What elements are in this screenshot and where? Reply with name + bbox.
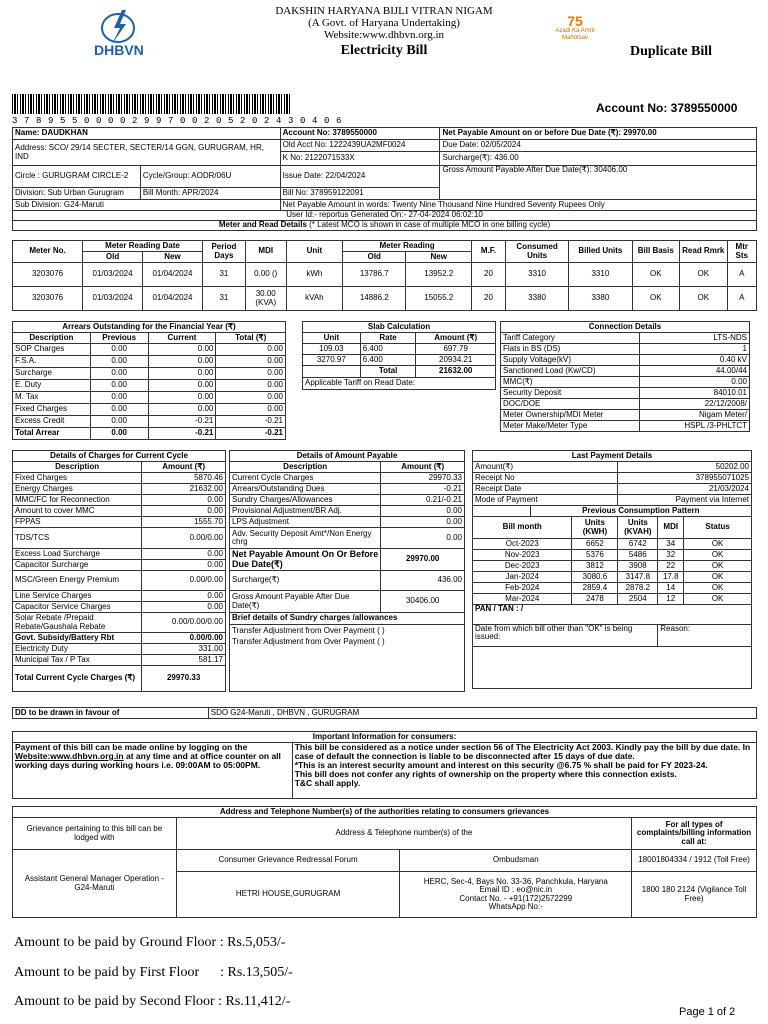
dd-value: SDO G24-Maruti , DHBVN , GURUGRAM — [208, 708, 756, 719]
cell: OK — [680, 263, 727, 287]
cell: 3812 — [572, 561, 618, 572]
arrears-table — [12, 321, 286, 440]
cell: 34 — [658, 539, 684, 550]
cell: Current Cycle Charges — [230, 473, 381, 484]
account-number-header: Account No: 3789550000 — [596, 101, 738, 115]
issue-date: Issue Date: 22/04/2024 — [280, 166, 440, 188]
user-id: User Id:- reportus Generated On:- 27-04-2024 06:02:10 — [13, 211, 757, 221]
slab-title: Slab Calculation — [303, 322, 496, 333]
cell: Govt. Subsidy/Battery Rbt — [13, 633, 142, 644]
cell: 3147.8 — [618, 572, 658, 583]
cell: 0.00 — [148, 404, 216, 416]
cell: LTS-NDS — [640, 333, 750, 344]
th-mdi: MDI — [245, 241, 286, 263]
cell: Provisional Adjustment/BR Adj. — [230, 506, 381, 517]
th-amount: Amount (₹) — [142, 462, 226, 473]
cell: 0.00 — [90, 380, 148, 392]
th-description: Description — [230, 462, 381, 473]
cell: Receipt No — [473, 473, 618, 484]
current-charges-table — [12, 450, 226, 692]
org-sub: (A Govt. of Haryana Undertaking) — [308, 17, 460, 29]
cell: M. Tax — [13, 392, 91, 404]
cell: 0.00 — [142, 549, 226, 560]
th-meter-reading: Meter Reading — [343, 241, 472, 252]
th-bill-month: Bill month — [473, 517, 572, 539]
complaints-header: For all types of complaints/billing information call at: — [632, 818, 757, 850]
cell: OK — [632, 263, 679, 287]
online-payment-info: Payment of this bill can be made online by logging on the Website:www.dhbvn.org.in at any time and at office counter on all working days during working hours i.e. 09:00AM to 05:00PM. — [13, 743, 293, 799]
cell: 0.21/-0.21 — [381, 495, 465, 506]
cell: 0.00 — [148, 356, 216, 368]
cell: Total Current Cycle Charges (₹) — [13, 666, 142, 692]
cell: F.S.A. — [13, 356, 91, 368]
grievance-title: Address and Telephone Number(s) of the authorities relating to consumers grievances — [13, 807, 757, 818]
cell: 0.00 — [216, 404, 286, 416]
cell: OK — [684, 594, 752, 605]
cell: 01/03/2024 — [83, 263, 143, 287]
th-description: Description — [13, 333, 91, 344]
cell: Meter Ownership/MDI Meter — [501, 410, 640, 421]
cell: MMC/FC for Reconnection — [13, 495, 142, 506]
cell: Oct-2023 — [473, 539, 572, 550]
cell: 0.00 — [90, 368, 148, 380]
org-website: Website:www.dhbvn.org.in — [323, 29, 445, 41]
cell: 21632.00 — [142, 484, 226, 495]
cell: 0.00 () — [245, 263, 286, 287]
table-row — [473, 550, 752, 561]
cell: 3270.97 — [303, 355, 361, 366]
cell: Tariff Category — [501, 333, 640, 344]
slab-total-label: Total — [360, 366, 416, 378]
table-row — [473, 572, 752, 583]
cell: 0.00 — [216, 356, 286, 368]
cell: 22/12/2008/ — [640, 399, 750, 410]
table-row — [473, 594, 752, 605]
grievance-table — [12, 806, 757, 918]
cell: 0.00 — [90, 356, 148, 368]
cell: Arrears/Outstanding Dues — [230, 484, 381, 495]
cell: 22 — [658, 561, 684, 572]
cell: 17.8 — [658, 572, 684, 583]
cell: 378955071025 — [618, 473, 752, 484]
cell: Surcharge — [13, 368, 91, 380]
logo-text: DHBVN — [94, 42, 144, 58]
cell: Capacitor Surcharge — [13, 560, 142, 571]
surcharge: Surcharge(₹): 436.00 — [440, 152, 757, 166]
th-billed: Billed Units — [569, 241, 632, 263]
th-reading-new: New — [406, 252, 472, 263]
th-meter-no: Meter No. — [13, 241, 83, 263]
ground-floor-amount: Amount to be paid by Ground Floor : Rs.5,053/- — [14, 935, 286, 950]
cell: 0.00/0.00/0.00 — [142, 613, 226, 633]
cell: 29970.33 — [142, 666, 226, 692]
cell: Receipt Date — [473, 484, 618, 495]
amount-payable-table — [229, 450, 465, 692]
legal-notice — [292, 743, 756, 799]
cell: 6742 — [618, 539, 658, 550]
notice-line: This bill does not confer any rights of ownership on the property where this connection exists. — [294, 768, 677, 779]
cell: kVAh — [286, 287, 343, 311]
dd-label: DD to be drawn in favour of — [13, 708, 209, 719]
cell: 0.00 — [216, 368, 286, 380]
cell: Capacitor Service Charges — [13, 602, 142, 613]
consumption-pattern-title: Previous Consumption Pattern — [530, 506, 751, 517]
cell: 3203076 — [13, 263, 83, 287]
cell: 5486 — [618, 550, 658, 561]
cell: 13952.2 — [406, 263, 472, 287]
cell: Fixed Charges — [13, 404, 91, 416]
cell: Security Deposit — [501, 388, 640, 399]
cell: Supply Voltage(kV) — [501, 355, 640, 366]
cell: 581.17 — [142, 655, 226, 666]
cell: 6652 — [572, 539, 618, 550]
cell: 2878.2 — [618, 583, 658, 594]
sundry-line: Transfer Adjustment from Over Payment ( ) — [230, 637, 465, 649]
cell: 5870.46 — [142, 473, 226, 484]
notice-line: T&C shall apply. — [294, 777, 361, 788]
th-mtr-sts: Mtr Sts — [727, 241, 756, 263]
cell: Solar Rebate /Prepaid Rebate/Gaushala Rebate — [13, 613, 142, 633]
cell: 436.00 — [381, 571, 465, 591]
th-bill-basis: Bill Basis — [632, 241, 679, 263]
cell: Adv. Security Deposit Amt*/Non Energy chrg — [230, 528, 381, 549]
cell: Line Service Charges — [13, 591, 142, 602]
cell: -0.21 — [216, 416, 286, 428]
cell: -0.21 — [148, 416, 216, 428]
cell: Electricity Duty — [13, 644, 142, 655]
meter-table — [12, 240, 757, 311]
cell: 0.00 — [640, 377, 750, 388]
cell: 0.00/0.00 — [142, 633, 226, 644]
th-date-new: New — [143, 252, 203, 263]
bill-number: Bill No: 378959122091 — [280, 188, 440, 200]
cell: MMC(₹) — [501, 377, 640, 388]
gross-amount: Gross Amount Payable After Due Date(₹): 30406.00 — [440, 166, 757, 200]
cell: 331.00 — [142, 644, 226, 655]
table-row — [13, 287, 757, 311]
cell: 32 — [658, 550, 684, 561]
cell: Amount to cover MMC — [13, 506, 142, 517]
meter-details-title: Meter and Read Details (* Latest MCO is shown in case of multiple MCO in one billing cycle) — [13, 221, 757, 231]
cell: OK — [632, 287, 679, 311]
th-units-kvah: Units (KVAH) — [618, 517, 658, 539]
cell: OK — [684, 539, 752, 550]
cell: 1 — [640, 344, 750, 355]
cell: SOP Charges — [13, 344, 91, 356]
cell: 14 — [658, 583, 684, 594]
cell: Meter Make/Meter Type — [501, 421, 640, 432]
th-units-kwh: Units (KWH) — [572, 517, 618, 539]
cell: Mar-2024 — [473, 594, 572, 605]
cell: 14886.2 — [343, 287, 406, 311]
th-amount: Amount (₹) — [381, 462, 465, 473]
slab-total: 21632.00 — [416, 366, 496, 378]
cell: Payment via Internet — [618, 495, 752, 506]
cell: 29970.00 — [381, 549, 465, 571]
cell: 0.00 — [381, 506, 465, 517]
th-previous: Previous — [90, 333, 148, 344]
cell: 0.00 — [142, 591, 226, 602]
th-reading-old: Old — [343, 252, 406, 263]
th-total: Total (₹) — [216, 333, 286, 344]
cell: 0.00 — [142, 495, 226, 506]
cell: Nov-2023 — [473, 550, 572, 561]
cell: 3203076 — [13, 287, 83, 311]
cell: 44.00/44 — [640, 366, 750, 377]
last-payment-title: Last Payment Details — [473, 451, 752, 462]
table-row — [473, 583, 752, 594]
cell: 3080.6 — [572, 572, 618, 583]
cell: 3310 — [569, 263, 632, 287]
cell: -0.21 — [381, 484, 465, 495]
th-consumed: Consumed Units — [505, 241, 568, 263]
cell: OK — [684, 550, 752, 561]
cell: 0.00 — [148, 344, 216, 356]
important-info-table — [12, 731, 757, 799]
cell: -0.21 — [148, 428, 216, 440]
cell: Municipal Tax / P Tax — [13, 655, 142, 666]
cell: TDS/TCS — [13, 528, 142, 549]
circle: Circle : GURUGRAM CIRCLE-2 — [13, 166, 141, 188]
th-reading-date: Meter Reading Date — [83, 241, 203, 252]
cell: 01/04/2024 — [143, 287, 203, 311]
cell: OK — [684, 572, 752, 583]
cell: 0.00 — [90, 428, 148, 440]
slab-table — [302, 321, 496, 390]
cell: 0.00 — [381, 517, 465, 528]
cell: Excess Credit — [13, 416, 91, 428]
cell: E. Duty — [13, 380, 91, 392]
th-mdi: MDI — [658, 517, 684, 539]
cell: Excess Load Surcharge — [13, 549, 142, 560]
cell: 6.400 — [360, 355, 416, 366]
cell: 3908 — [618, 561, 658, 572]
cell: 12 — [658, 594, 684, 605]
cell: 2859.4 — [572, 583, 618, 594]
sundry-title: Brief details of Sundry charges /allowances — [230, 613, 465, 625]
cell: 31 — [202, 263, 245, 287]
cell: -0.21 — [216, 428, 286, 440]
cell: 84010.01 — [640, 388, 750, 399]
last-payment-table — [472, 450, 752, 689]
cell: 01/03/2024 — [83, 287, 143, 311]
important-info-title: Important Information for consumers: — [13, 732, 757, 743]
sundry-line: Transfer Adjustment from Over Payment ( ) — [230, 625, 465, 637]
th-mf: M.F. — [472, 241, 506, 263]
consumer-info-table — [12, 127, 757, 231]
connection-title: Connection Details — [501, 322, 750, 333]
azadi-logo: 75 Azadi Ka Amrit Mahotsav — [545, 14, 605, 48]
cell: 20934.21 — [416, 355, 496, 366]
azadi-text: Azadi Ka Amrit Mahotsav — [555, 28, 595, 41]
cell: Nigam Meter/ — [640, 410, 750, 421]
cell: 0.00 — [381, 528, 465, 549]
toll-free-number: 18001804334 / 1912 (Toll Free) — [632, 850, 757, 872]
duplicate-bill-label: Duplicate Bill — [630, 44, 713, 59]
cell: 20 — [472, 287, 506, 311]
cell: Sundry Charges/Allowances — [230, 495, 381, 506]
barcode-digits: 3 7 8 9 5 5 0 0 0 0 2 9 9 7 0 0 2 0 5 2 0 2 4 3 0 4 0 6 — [12, 116, 343, 126]
cell: 01/04/2024 — [143, 263, 203, 287]
cell: 697.79 — [416, 344, 496, 355]
cell: 3380 — [505, 287, 568, 311]
cell: 0.00 — [142, 602, 226, 613]
cell: 0.00 — [148, 392, 216, 404]
cell: Energy Charges — [13, 484, 142, 495]
th-amount: Amount (₹) — [416, 333, 496, 344]
cell: 3310 — [505, 263, 568, 287]
th-unit: Unit — [303, 333, 361, 344]
cell: Sanctioned Load (Kw/CD) — [501, 366, 640, 377]
table-row — [473, 539, 752, 550]
old-account: Old Acct No: 1222439UA2MF0024 — [280, 140, 440, 152]
cell: HSPL /3-PHLTCT — [640, 421, 750, 432]
cell: 0.00 — [216, 344, 286, 356]
cell: 5376 — [572, 550, 618, 561]
cell: 6.400 — [360, 344, 416, 355]
cell: 0.00 — [142, 560, 226, 571]
consumer-name: Name: DAUDKHAN — [13, 128, 281, 140]
cell: 2478 — [572, 594, 618, 605]
agm-operation: Assistant General Manager Operation - G24-Maruti — [13, 850, 177, 918]
cell: 0.00/0.00 — [142, 528, 226, 549]
cell: 0.00 — [90, 344, 148, 356]
cycle-group: Cycle/Group: AODR/06U — [140, 166, 280, 188]
grievance-address-header: Address & Telephone number(s) of the — [176, 818, 631, 850]
cell: 0.00 — [90, 392, 148, 404]
barcode — [12, 94, 290, 114]
cell: FPPAS — [13, 517, 142, 528]
connection-table — [500, 321, 750, 432]
cell: LPS Adjustment — [230, 517, 381, 528]
cell: 30406.00 — [381, 591, 465, 613]
arrears-title: Arrears Outstanding for the Financial Year (₹) — [13, 322, 286, 333]
cell: 2504 — [618, 594, 658, 605]
hetri-house: HETRI HOUSE,GURUGRAM — [176, 872, 400, 918]
cell: OK — [684, 583, 752, 594]
cell: 3380 — [569, 287, 632, 311]
cell: 0.00 — [148, 368, 216, 380]
cell: 0.00 — [90, 416, 148, 428]
cell: Total Arrear — [13, 428, 91, 440]
th-date-old: Old — [83, 252, 143, 263]
cell: OK — [680, 287, 727, 311]
cell: 0.00 — [216, 392, 286, 404]
cell: 0.00 — [148, 380, 216, 392]
website-link[interactable]: Website:www.dhbvn.org.in — [15, 750, 124, 761]
cell: MSC/Green Energy Premium — [13, 571, 142, 591]
date-other-than-ok: Date from which bill other than "OK" is being issued: — [473, 625, 658, 647]
notice-line: This bill be considered as a notice under section 56 of The Electricity Act 2003. Kindly pay the bill by due date. In case of default the connection is liable to be disconnected after 15 days of due date. — [294, 742, 751, 761]
page-number: Page 1 of 2 — [679, 1006, 736, 1018]
th-read-rmrk: Read Rmrk — [680, 241, 727, 263]
cell: A — [727, 287, 756, 311]
first-floor-amount: Amount to be paid by First Floor : Rs.13,505/- — [14, 965, 293, 980]
th-current: Current — [148, 333, 216, 344]
th-period-days: Period Days — [202, 241, 245, 263]
table-row — [473, 561, 752, 572]
th-unit: Unit — [286, 241, 343, 263]
amount-payable-title: Details of Amount Payable — [230, 451, 465, 462]
cell: 0.00/0.00 — [142, 571, 226, 591]
net-payable-label: Net Payable Amount on or before Due Date (₹): 29970.00 — [440, 128, 757, 140]
notice-line: *This is an interest security amount and interest on this security @6.75 % shall be paid for FY 2023-24. — [294, 759, 708, 770]
cell: 0.00 — [142, 506, 226, 517]
cell: OK — [684, 561, 752, 572]
cell: Flats in BS (DS) — [501, 344, 640, 355]
grievance-lodged-with: Grievance pertaining to this bill can be lodged with — [13, 818, 177, 850]
cell: 30.00 (KVA) — [245, 287, 286, 311]
cell: kWh — [286, 263, 343, 287]
herc-address: HERC, Sec-4, Bays No. 33-36, Panchkula, Haryana Email ID : eo@nic.in Contact No. - +91(172)2572299 WhatsApp No:- — [400, 872, 632, 918]
cell: Net Payable Amount On Or Before Due Date(₹) — [230, 549, 381, 571]
cgrf: Consumer Grievance Redressal Forum — [176, 850, 400, 872]
tariff-note: Applicable Tariff on Read Date: — [303, 378, 496, 390]
cell: 50202.00 — [618, 462, 752, 473]
org-name: DAKSHIN HARYANA BIJLI VITRAN NIGAM — [275, 5, 493, 17]
vigilance-toll-free: 1800 180 2124 (Vigilance Toll Free) — [632, 872, 757, 918]
amount-in-words: Net Payable Amount in words: Twenty Nine Thousand Nine Hundred Seventy Rupees Only — [280, 200, 756, 211]
cell: 21/03/2024 — [618, 484, 752, 495]
cell: DOC/DOE — [501, 399, 640, 410]
cell: Feb-2024 — [473, 583, 572, 594]
cell: Jan-2024 — [473, 572, 572, 583]
cell: Mode of Payment — [473, 495, 618, 506]
cell: 1555.70 — [142, 517, 226, 528]
second-floor-amount: Amount to be paid by Second Floor : Rs.11,412/- — [14, 994, 291, 1009]
k-number: K No: 2122071533X — [280, 152, 440, 166]
account-number: Account No: 3789550000 — [280, 128, 440, 140]
cell: Surcharge(₹) — [230, 571, 381, 591]
cell: A — [727, 263, 756, 287]
cell: 29970.33 — [381, 473, 465, 484]
due-date: Due Date: 02/05/2024 — [440, 140, 757, 152]
th-rate: Rate — [360, 333, 416, 344]
cell: 0.00 — [216, 380, 286, 392]
ombudsman: Ombudsman — [400, 850, 632, 872]
bill-month: Bill Month: APR/2024 — [140, 188, 280, 200]
cell: Dec-2023 — [473, 561, 572, 572]
current-charges-title: Details of Charges for Current Cycle — [13, 451, 226, 462]
cell: 109.03 — [303, 344, 361, 355]
dd-table — [12, 707, 757, 719]
cell: 31 — [202, 287, 245, 311]
table-row — [13, 263, 757, 287]
cell: Fixed Charges — [13, 473, 142, 484]
sub-division: Sub Division: G24-Maruti — [13, 200, 281, 211]
cell: 20 — [472, 263, 506, 287]
cell: Gross Amount Payable After Due Date(₹) — [230, 591, 381, 613]
pan-tan: PAN / TAN : / — [473, 605, 752, 625]
cell: Amount(₹) — [473, 462, 618, 473]
th-status: Status — [684, 517, 752, 539]
cell: 13786.7 — [343, 263, 406, 287]
cell: 0.00 — [90, 404, 148, 416]
th-description: Description — [13, 462, 142, 473]
bill-title: Electricity Bill — [340, 43, 428, 58]
address: Address: SCO/ 29/14 SECTER, SECTER/14 GGN, GURUGRAM, HR, IND — [13, 140, 281, 166]
division: Division: Sub Urban Gurugram — [13, 188, 141, 200]
cell: 0.40 kV — [640, 355, 750, 366]
cell: 15055.2 — [406, 287, 472, 311]
reason: Reason: — [658, 625, 752, 647]
